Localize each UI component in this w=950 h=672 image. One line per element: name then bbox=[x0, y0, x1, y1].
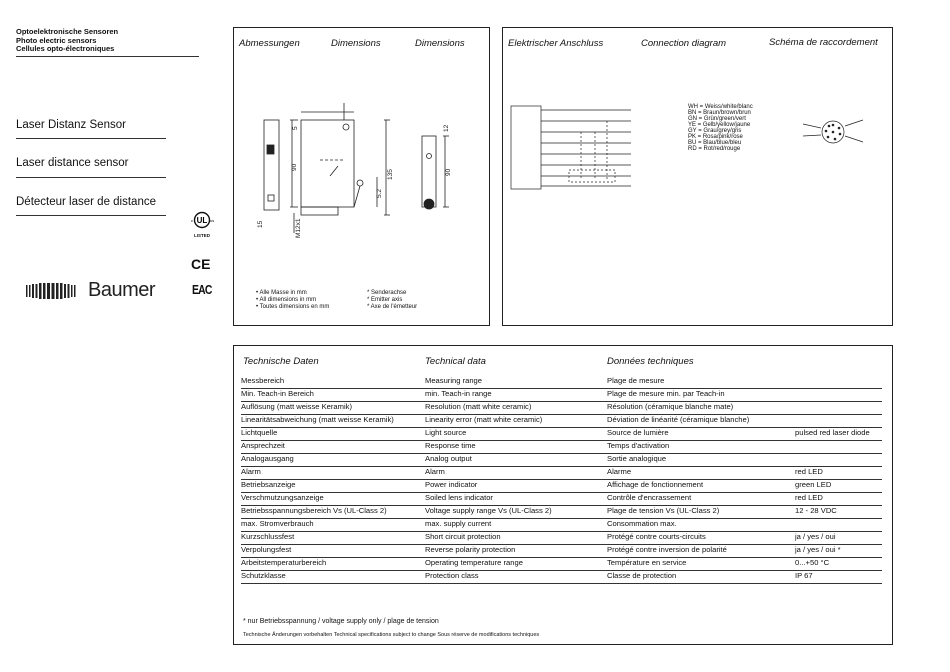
spec-name-en: max. supply current bbox=[425, 519, 492, 528]
table-heading-de: Technische Daten bbox=[243, 356, 319, 367]
svg-text:c: c bbox=[191, 218, 193, 223]
header-line-de: Optoelektronische Sensoren bbox=[16, 27, 119, 36]
dimensions-heading-de: Abmessungen bbox=[239, 38, 300, 49]
dim-label: 15 bbox=[257, 220, 264, 228]
legend-item: GY = Grau/grey/gris bbox=[688, 128, 742, 134]
spec-name-en: Power indicator bbox=[425, 480, 478, 489]
spec-name-de: Auflösung (matt weisse Keramik) bbox=[241, 402, 352, 411]
title-rule bbox=[16, 177, 166, 178]
spec-name-fr: Plage de mesure min. par Teach-in bbox=[607, 389, 725, 398]
ul-circle-icon bbox=[190, 211, 214, 229]
wire-color-legend bbox=[688, 104, 753, 152]
spec-value: 0...+50 °C bbox=[795, 558, 830, 567]
spec-name-de: Alarm bbox=[241, 467, 261, 476]
spec-value: ja / yes / oui * bbox=[795, 545, 841, 554]
product-title-de: Laser Distanz Sensor bbox=[16, 119, 126, 131]
table-row bbox=[241, 388, 882, 402]
table-row bbox=[241, 440, 882, 454]
dim-label: 135 bbox=[387, 169, 394, 180]
table-row bbox=[241, 505, 882, 519]
spec-name-de: Lichtquelle bbox=[241, 428, 278, 437]
spec-name-de: Betriebsspannungsbereich Vs (UL-Class 2) bbox=[241, 506, 387, 515]
ul-listed-logo bbox=[190, 211, 214, 238]
title-rule bbox=[16, 215, 166, 216]
dim-label: 5 bbox=[292, 126, 299, 130]
spec-name-en: Measuring range bbox=[425, 376, 482, 385]
spec-name-de: Betriebsanzeige bbox=[241, 480, 296, 489]
spec-name-en: Linearity error (matt white ceramic) bbox=[425, 415, 543, 424]
spec-name-fr: Protégé contre courts-circuits bbox=[607, 532, 706, 541]
spec-value: red LED bbox=[795, 467, 823, 476]
dimensions-heading-fr: Dimensions bbox=[415, 38, 465, 49]
spec-name-de: Ansprechzeit bbox=[241, 441, 285, 450]
spec-name-fr: Déviation de linéarité (céramique blanche) bbox=[607, 415, 750, 424]
wiring-diagram bbox=[503, 28, 892, 325]
spec-value: green LED bbox=[795, 480, 832, 489]
product-title-en: Laser distance sensor bbox=[16, 157, 129, 169]
spec-name-fr: Classe de protection bbox=[607, 571, 677, 580]
catalog-header bbox=[16, 28, 118, 54]
spec-name-fr: Sortie analogique bbox=[607, 454, 667, 463]
brand-name: Baumer bbox=[88, 279, 156, 301]
baumer-logo bbox=[26, 283, 76, 304]
title-rule bbox=[16, 138, 166, 139]
table-row bbox=[241, 414, 882, 428]
table-heading-en: Technical data bbox=[425, 356, 486, 367]
spec-name-en: Voltage supply range Vs (UL-Class 2) bbox=[425, 506, 552, 515]
spec-name-en: Protection class bbox=[425, 571, 479, 580]
spec-name-en: Resolution (matt white ceramic) bbox=[425, 402, 532, 411]
spec-value: ja / yes / oui bbox=[795, 532, 836, 541]
spec-name-de: Verschmutzungsanzeige bbox=[241, 493, 324, 502]
eac-mark: EAC bbox=[192, 282, 212, 297]
spec-name-en: Analog output bbox=[425, 454, 472, 463]
spec-value: IP 67 bbox=[795, 571, 813, 580]
table-row bbox=[241, 453, 882, 467]
spec-name-en: Alarm bbox=[425, 467, 445, 476]
dim-label: 5.2 bbox=[376, 188, 383, 198]
legend-item: RD = Rot/red/rouge bbox=[688, 146, 741, 152]
dim-label: 12 bbox=[443, 124, 450, 132]
spec-name-en: Light source bbox=[425, 428, 467, 437]
spec-value: red LED bbox=[795, 493, 823, 502]
table-row bbox=[241, 466, 882, 480]
legend-item: PK = Rosa/pink/rose bbox=[688, 134, 743, 140]
legend-item: BN = Braun/brown/brun bbox=[688, 110, 751, 116]
spec-name-de: Kurzschlussfest bbox=[241, 532, 295, 541]
table-row bbox=[241, 375, 882, 389]
table-row bbox=[241, 531, 882, 545]
spec-name-de: Schutzklasse bbox=[241, 571, 286, 580]
spec-name-de: Linearitätsabweichung (matt weisse Keramik) bbox=[241, 415, 394, 424]
legend-item: YE = Gelb/yellow/jaune bbox=[688, 122, 751, 128]
spec-name-de: Arbeitstemperaturbereich bbox=[241, 558, 327, 567]
table-heading-fr: Données techniques bbox=[607, 356, 694, 367]
legend-item: GN = Grün/green/vert bbox=[688, 116, 746, 122]
legend-item: WH = Weiss/white/blanc bbox=[688, 104, 753, 110]
dimensions-heading-en: Dimensions bbox=[331, 38, 381, 49]
spec-name-en: min. Teach-in range bbox=[425, 389, 492, 398]
table-row bbox=[241, 492, 882, 506]
legend-item: BU = Blau/blue/bleu bbox=[688, 140, 742, 146]
table-row bbox=[241, 557, 882, 571]
dimension-drawing bbox=[234, 28, 489, 325]
connection-heading-fr: Schéma de raccordement bbox=[769, 37, 878, 48]
table-footnote: * nur Betriebsspannung / voltage supply only / plage de tension bbox=[243, 618, 439, 625]
product-title-fr: Détecteur laser de distance bbox=[16, 196, 156, 208]
dim-label: 90 bbox=[291, 163, 298, 171]
spec-name-fr: Plage de tension Vs (UL-Class 2) bbox=[607, 506, 720, 515]
ul-listed-label: LISTED bbox=[193, 233, 210, 238]
spec-name-fr: Protégé contre inversion de polarité bbox=[607, 545, 727, 554]
dim-label: M12x1 bbox=[295, 218, 302, 238]
connection-heading-en: Connection diagram bbox=[641, 38, 727, 49]
spec-name-de: Analogausgang bbox=[241, 454, 294, 463]
spec-name-en: Soiled lens indicator bbox=[425, 493, 493, 502]
table-row bbox=[241, 401, 882, 415]
spec-name-en: Operating temperature range bbox=[425, 558, 523, 567]
axis-notes: * Senderachse * Emitter axis * Axe de l'émetteur bbox=[367, 290, 418, 310]
spec-name-fr: Temps d'activation bbox=[607, 441, 670, 450]
dim-label: 90 bbox=[445, 168, 452, 176]
spec-name-fr: Alarme bbox=[607, 467, 632, 476]
spec-name-de: Messbereich bbox=[241, 376, 285, 385]
table-row bbox=[241, 427, 882, 441]
table-row bbox=[241, 518, 882, 532]
connection-panel bbox=[502, 27, 893, 326]
spec-name-fr: Température en service bbox=[607, 558, 687, 567]
spec-name-fr: Résolution (céramique blanche mate) bbox=[607, 402, 734, 411]
header-line-fr: Cellules opto-électroniques bbox=[16, 44, 115, 53]
svg-text:UL: UL bbox=[196, 216, 208, 225]
table-row bbox=[241, 570, 882, 584]
header-line-en: Photo electric sensors bbox=[16, 35, 97, 45]
spec-name-en: Reverse polarity protection bbox=[425, 545, 516, 554]
table-disclaimer: Technische Änderungen vorbehalten Technical specifications subject to change Sous réserve de modifications techniques bbox=[243, 632, 540, 638]
spec-value: pulsed red laser diode bbox=[795, 428, 870, 437]
spec-name-de: Min. Teach-in Bereich bbox=[241, 389, 314, 398]
spec-name-fr: Affichage de fonctionnement bbox=[607, 480, 704, 489]
table-row bbox=[241, 479, 882, 493]
header-rule bbox=[16, 56, 199, 57]
baumer-stripes-icon bbox=[26, 283, 76, 299]
spec-name-fr: Contrôle d'encrassement bbox=[607, 493, 692, 502]
ce-mark: CE bbox=[191, 256, 211, 272]
spec-name-de: max. Stromverbrauch bbox=[241, 519, 314, 528]
spec-name-en: Short circuit protection bbox=[425, 532, 501, 541]
spec-name-fr: Plage de mesure bbox=[607, 376, 665, 385]
spec-value: 12 - 28 VDC bbox=[795, 506, 837, 515]
table-row bbox=[241, 544, 882, 558]
spec-name-fr: Consommation max. bbox=[607, 519, 677, 528]
dimensions-panel bbox=[233, 27, 490, 326]
connection-heading-de: Elektrischer Anschluss bbox=[508, 38, 604, 49]
spec-name-fr: Source de lumière bbox=[607, 428, 669, 437]
dimension-notes: • Alle Masse in mm • All dimensions in mm • Toutes dimensions en mm bbox=[256, 290, 330, 310]
spec-name-de: Verpolungsfest bbox=[241, 545, 292, 554]
svg-text:us: us bbox=[210, 218, 214, 223]
spec-name-en: Response time bbox=[425, 441, 476, 450]
